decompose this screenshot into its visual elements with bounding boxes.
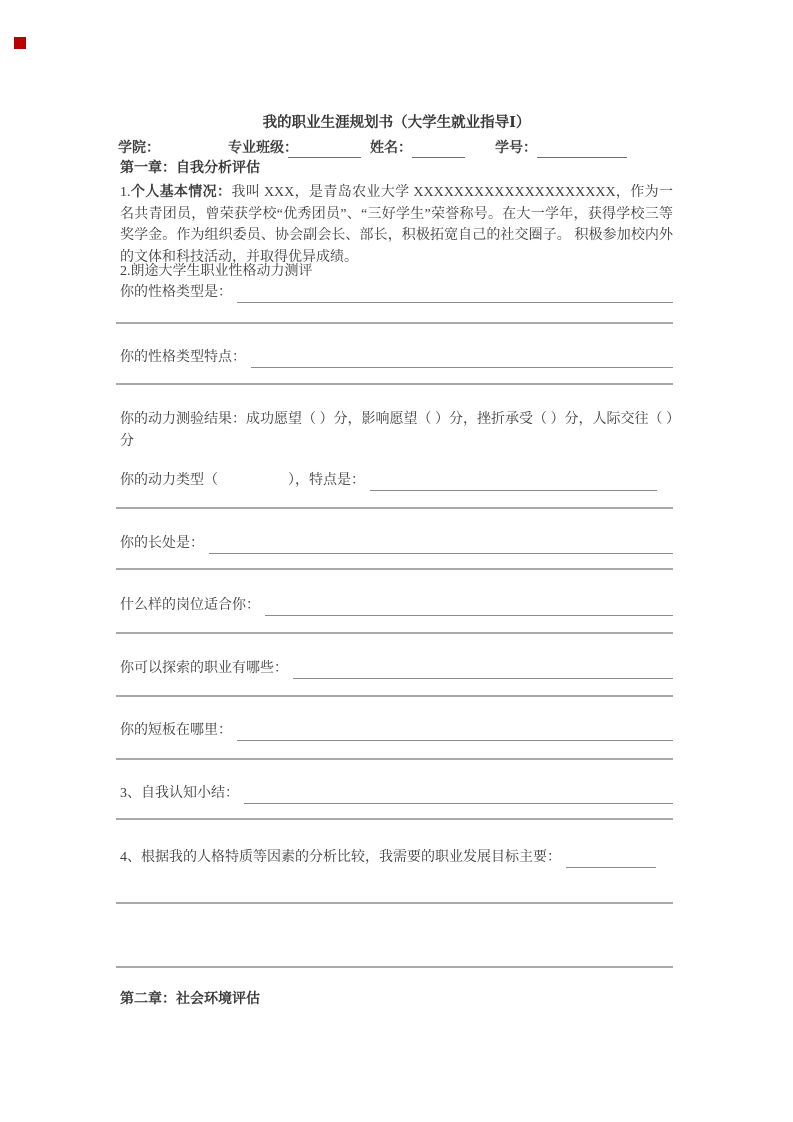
item2-line: 2.朗途大学生职业性格动力测评 (120, 264, 313, 279)
answer-blank[interactable] (209, 534, 673, 554)
question-label: 你的性格类型特点： (120, 350, 246, 365)
question-explorable-careers (120, 659, 673, 679)
question-label: 你的短板在哪里： (120, 723, 232, 738)
answer-blank[interactable] (293, 659, 673, 679)
question-label: 3、自我认知小结： (120, 786, 239, 801)
answer-rule[interactable] (116, 758, 673, 760)
student-id-label: 学号： (495, 141, 537, 156)
chapter1-heading: 第一章：自我分析评估 (120, 161, 260, 176)
answer-rule[interactable] (116, 507, 673, 509)
personal-info-paragraph (120, 182, 673, 268)
motivation-result-line1: 你的动力测验结果：成功愿望（ ）分，影响愿望（ ）分，挫折承受（ ）分，人际交往（ ） (120, 412, 680, 427)
question-label: 4、根据我的人格特质等因素的分析比较，我需要的职业发展目标主要： (120, 850, 561, 865)
question-label: 你的动力类型（ ），特点是： (120, 473, 365, 488)
item1-lead: 个人基本情况： (130, 185, 232, 200)
question-suitable-position (120, 596, 673, 616)
answer-rule[interactable] (116, 818, 673, 820)
answer-rule[interactable] (116, 966, 673, 968)
answer-blank[interactable] (244, 784, 673, 804)
question-personality-type (120, 283, 673, 303)
item4-career-goal (120, 848, 673, 868)
item1-number: 1. (120, 185, 131, 200)
answer-rule[interactable] (116, 568, 673, 570)
question-label: 你可以探索的职业有哪些： (120, 661, 288, 676)
answer-rule[interactable] (116, 322, 673, 324)
question-motivation-result (120, 409, 680, 452)
chapter2-heading: 第二章：社会环境评估 (120, 992, 260, 1007)
question-motivation-type (120, 471, 673, 491)
question-label: 你的长处是： (120, 536, 204, 551)
motivation-result-line2: 分 (120, 433, 134, 449)
question-label: 你的性格类型是： (120, 285, 232, 300)
answer-rule[interactable] (116, 695, 673, 697)
red-marker (14, 37, 26, 49)
answer-blank[interactable] (370, 471, 657, 491)
answer-rule[interactable] (116, 902, 673, 904)
question-label: 什么样的岗位适合你： (120, 598, 260, 613)
answer-blank[interactable] (265, 596, 673, 616)
name-label: 姓名： (370, 141, 412, 156)
header-row (118, 139, 678, 159)
class-label: 专业班级： (228, 141, 298, 156)
answer-rule[interactable] (116, 383, 673, 385)
answer-blank[interactable] (566, 848, 656, 868)
answer-blank[interactable] (237, 283, 673, 303)
question-weakness (120, 721, 673, 741)
answer-rule[interactable] (116, 632, 673, 634)
question-personality-traits (120, 348, 673, 368)
doc-title: 我的职业生涯规划书（大学生就业指导Ⅰ） (262, 115, 531, 131)
student-id-blank[interactable] (537, 141, 627, 158)
college-label: 学院： (118, 141, 160, 156)
class-blank[interactable] (288, 141, 361, 158)
name-blank[interactable] (412, 141, 465, 158)
item3-self-cognition (120, 784, 673, 804)
question-strengths (120, 534, 673, 554)
item1-body: 我叫 XXX，是青岛农业大学 XXXXXXXXXXXXXXXXXXXX，作为一名共青团员，曾荣获学校“优秀团员”、“三好学生”荣誉称号。在大一学年，获得学校三等奖学金。作为组织委员、协会副会长、部长，积极拓宽自己的社交圈子。 积极参加校内外的文体和科技活动，并取得优异成绩。 (120, 185, 674, 265)
answer-blank[interactable] (251, 348, 673, 368)
answer-blank[interactable] (237, 721, 673, 741)
